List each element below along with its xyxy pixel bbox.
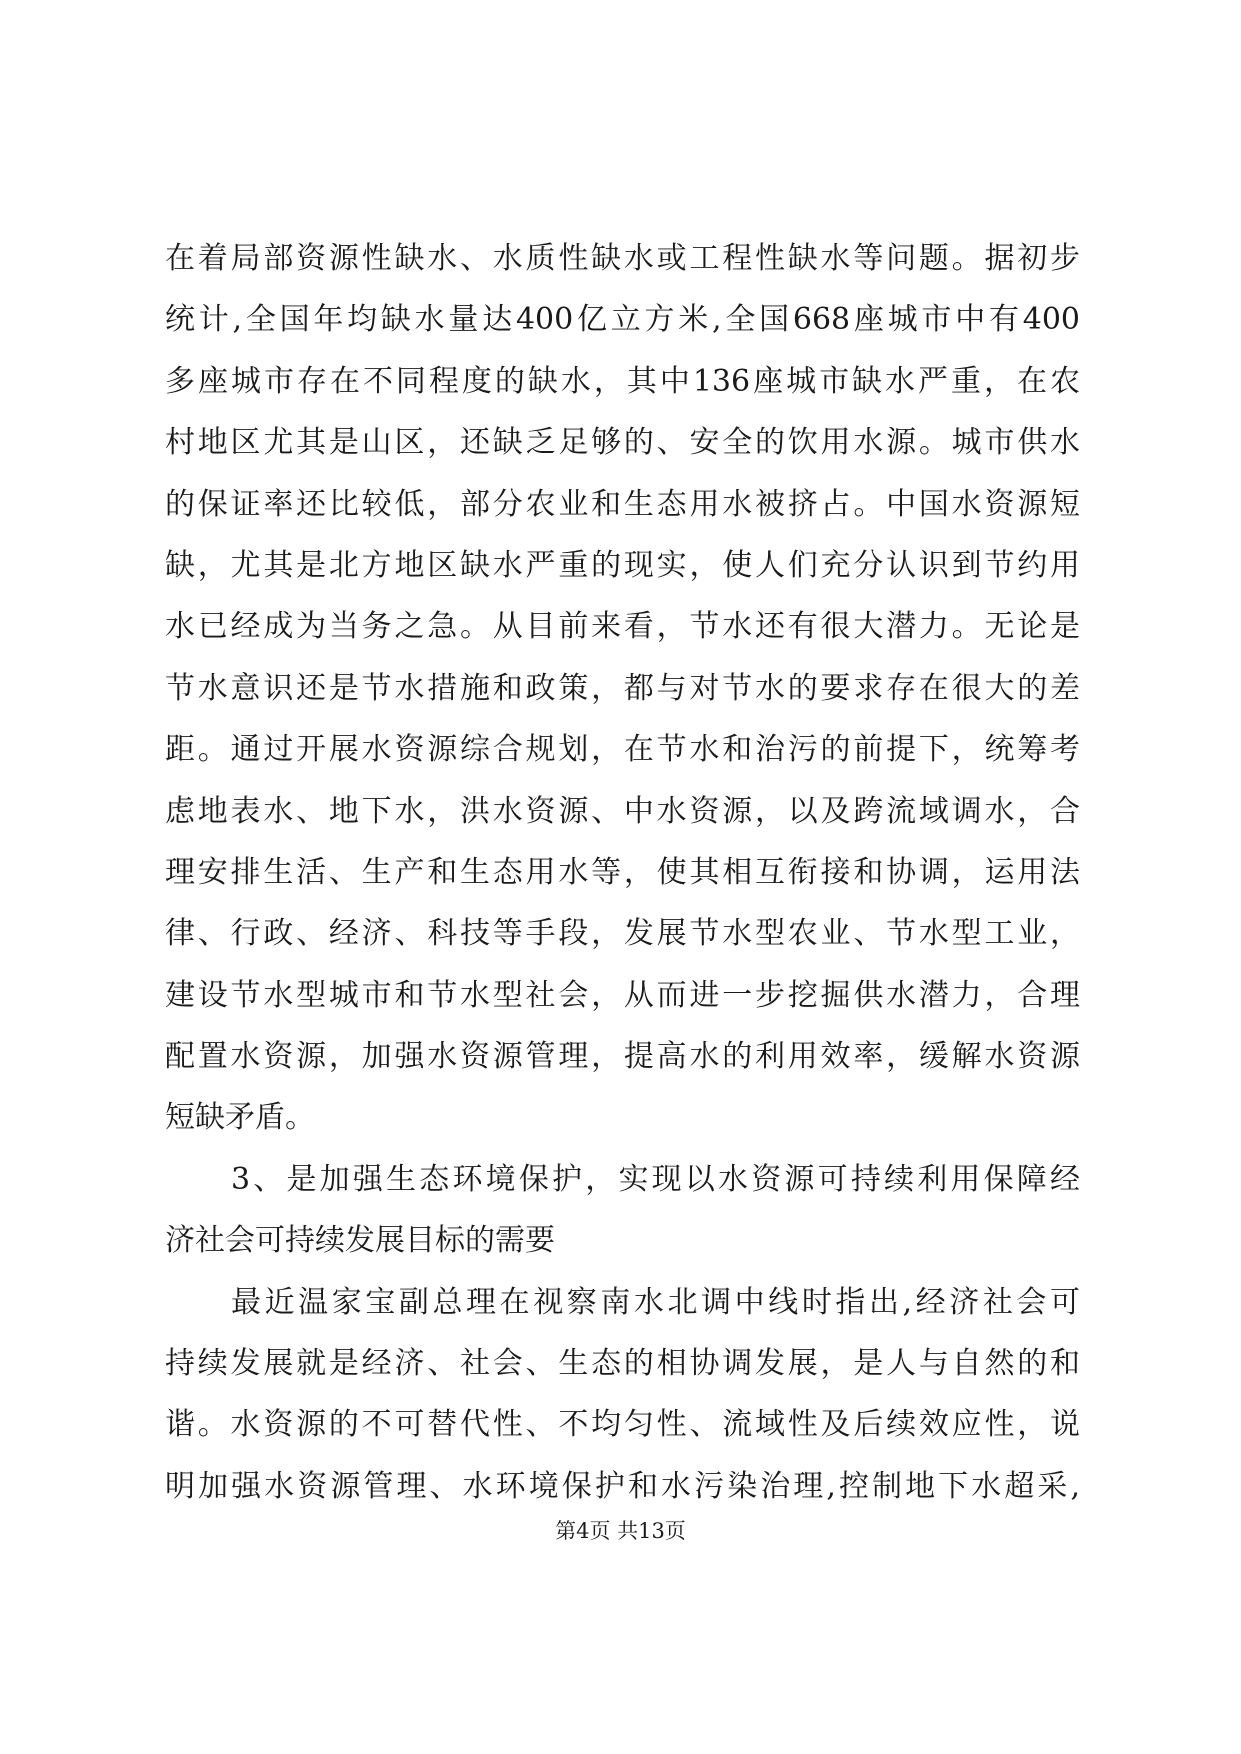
page-footer [0,1517,1241,1545]
text-line: 缺，尤其是北方地区缺水严重的现实，使人们充分认识到节约用 [165,547,1080,583]
text-line: 明加强水资源管理、水环境保护和水污染治理,控制地下水超采, [165,1468,1080,1504]
text-line: 多座城市存在不同程度的缺水，其中136座城市缺水严重，在农 [165,363,1080,399]
text-line: 济社会可持续发展目标的需要 [165,1223,555,1259]
text-line: 谐。水资源的不可替代性、不均匀性、流域性及后续效应性，说 [165,1407,1080,1443]
text-line: 建设节水型城市和节水型社会，从而进一步挖掘供水潜力，合理 [165,977,1080,1013]
text-line: 在着局部资源性缺水、水质性缺水或工程性缺水等问题。据初步 [165,241,1080,276]
text-line: 统计,全国年均缺水量达400亿立方米,全国668座城市中有400 [165,302,1080,338]
text-line: 理安排生活、生产和生态用水等，使其相互衔接和协调，运用法 [165,854,1080,890]
paragraph-3 [165,1272,1080,1518]
text-line: 配置水资源，加强水资源管理，提高水的利用效率，缓解水资源 [165,1039,1080,1075]
text-line: 虑地表水、地下水，洪水资源、中水资源，以及跨流域调水，合 [165,793,1080,829]
page-number: 第4页 共13页 [555,1519,686,1543]
text-line: 村地区尤其是山区，还缺乏足够的、安全的饮用水源。城市供水 [165,425,1080,461]
text-line: 距。通过开展水资源综合规划，在节水和治污的前提下，统筹考 [165,732,1080,768]
paragraph-2-heading [165,1149,1080,1272]
text-line: 3、是加强生态环境保护，实现以水资源可持续利用保障经 [231,1161,1080,1197]
text-line: 短缺矛盾。 [165,1100,315,1136]
text-line: 律、行政、经济、科技等手段，发展节水型农业、节水型工业， [165,916,1080,952]
body-text [165,228,1080,1517]
text-line: 持续发展就是经济、社会、生态的相协调发展，是人与自然的和 [165,1346,1080,1382]
paragraph-1 [165,228,1080,1149]
text-line: 水已经成为当务之急。从目前来看，节水还有很大潜力。无论是 [165,609,1080,645]
text-line: 的保证率还比较低，部分农业和生态用水被挤占。中国水资源短 [165,486,1080,522]
text-line: 节水意识还是节水措施和政策，都与对节水的要求存在很大的差 [165,670,1080,706]
text-line: 最近温家宝副总理在视察南水北调中线时指出,经济社会可 [231,1284,1080,1320]
